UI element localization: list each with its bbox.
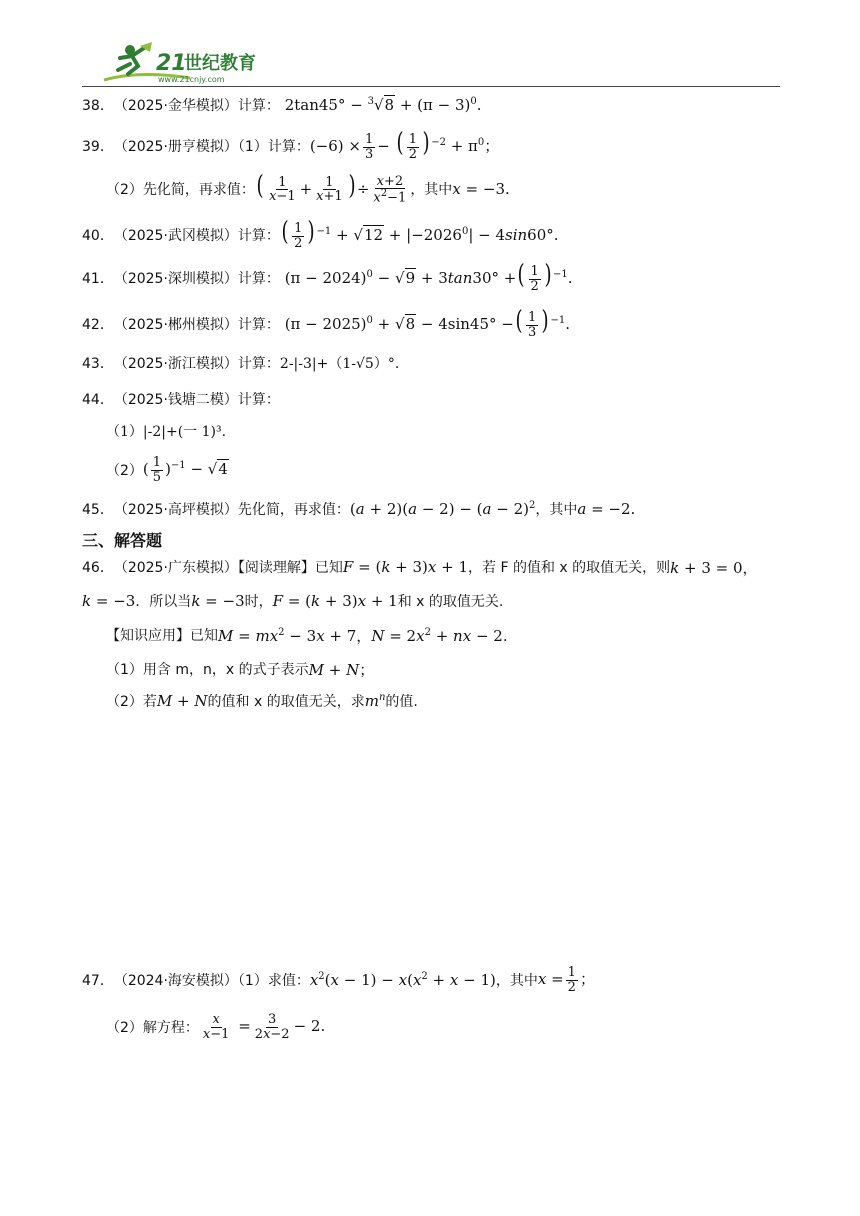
question-45: 45． （2025·高坪模拟）先化简，再求值： $(a + 2)(a - 2) - (a - 2)^2$ ，其中 a = −2.	[82, 500, 636, 518]
q39-expression-1: (−6) × $\frac{1}{3}$ − ( $\frac{1}{2}$ ) $^{-2} + \pi^0$；	[309, 128, 500, 162]
question-46-part2: （2）若 M + N 的值和 x 的取值无关，求 $m^n$ 的值.	[106, 692, 418, 710]
question-39-part1: 39． （2025·册亨模拟）（1）计算： (−6) × $\frac{1}{3}$ − ( $\frac{1}{2}$ ) $^{-2} + \pi^0$；	[82, 128, 500, 162]
question-39-part2: （2）先化简，再求值： ( $\frac{1}{x-1}$ + $\frac{1}{x+1}$ ) ÷ $\frac{x+2}{x^2-1}$ ，其中 x = −3.	[106, 170, 510, 206]
question-44: 44． （2025·钱塘二模）计算：	[82, 392, 280, 408]
site-logo	[100, 40, 268, 86]
question-44-part2: （2） ( $\frac{1}{5}$ )$^{-1}$ − √4	[106, 454, 228, 485]
question-47-part1: 47． （2024·海安模拟）（1）求值： $x^2(x - 1) - x(x^2 + x - 1)$ ，其中 x = $\frac{1}{2}$ ；	[82, 964, 595, 995]
question-46-line2: k = −3 ．所以当 k = −3 时， F = (k + 3)x + 1 和 x 的取值无关.	[82, 592, 504, 610]
question-46-line1: 46． （2025·广东模拟）【阅读理解】已知 F = (k + 3)x + 1 ，若 F 的值和 x 的取值无关，则 k + 3 = 0，	[82, 558, 758, 577]
q39-expression-2: ( $\frac{1}{x-1}$ + $\frac{1}{x+1}$ ) ÷ $\frac{x+2}{x^2-1}$	[256, 170, 407, 206]
svg-text:世纪教育: 世纪教育	[184, 53, 256, 74]
q38-expression: $2\tan 45^\circ - ^3√8 + (\pi - 3)^0$.	[279, 96, 482, 114]
q42-expression: $(\pi - 2025)^0 + √8 - 4\sin 45^\circ$ −( $\frac{1}{3}$ ) $^{-1}$.	[279, 306, 570, 340]
question-46-knowledge: 【知识应用】已知 $M = mx^2 - 3x + 7$，$N = 2x^2$ + nx − 2.	[106, 626, 508, 645]
question-43: 43． （2025·浙江模拟）计算： 2-|-3|+（1-√5）°.	[82, 356, 400, 372]
section-heading: 三、解答题	[82, 531, 163, 550]
question-46-part1: （1）用含 m，n，x 的式子表示 M + N；	[106, 660, 375, 679]
header-rule	[82, 86, 780, 87]
question-47-part2: （2）解方程： $\frac{x}{x-1}$ = $\frac{3}{2x-2}$ − 2.	[106, 1011, 326, 1042]
question-44-part1: （1）|-2|+(一 1)³.	[106, 424, 227, 440]
q40-expression: ( $\frac{1}{2}$ ) $^{-1} + √12 + |-2026^0| - 4\sin 60^\circ$.	[281, 217, 559, 251]
question-38: 38． （2025·金华模拟）计算： $2\tan 45^\circ - ^3√8 + (\pi - 3)^0$.	[82, 96, 482, 114]
question-42: 42． （2025·郴州模拟）计算： $(\pi - 2025)^0 + √8 - 4\sin 45^\circ$ −( $\frac{1}{3}$ ) $^{-1}$.	[82, 306, 570, 340]
q44-expression-2: ( $\frac{1}{5}$ )$^{-1}$ − √4	[142, 454, 228, 485]
q41-expression: $(\pi - 2024)^0 - √9 + 3\tan 30^\circ$ +( $\frac{1}{2}$ ) $^{-1}$.	[279, 260, 573, 294]
question-40: 40． （2025·武冈模拟）计算： ( $\frac{1}{2}$ ) $^{-1} + √12 + |-2026^0| - 4\sin 60^\circ$.	[82, 217, 559, 251]
svg-text:www.21cnjy.com: www.21cnjy.com	[158, 75, 225, 84]
svg-text:21: 21	[156, 51, 187, 76]
question-41: 41． （2025·深圳模拟）计算： $(\pi - 2024)^0 - √9 + 3\tan 30^\circ$ +( $\frac{1}{2}$ ) $^{-1}$.	[82, 260, 573, 294]
